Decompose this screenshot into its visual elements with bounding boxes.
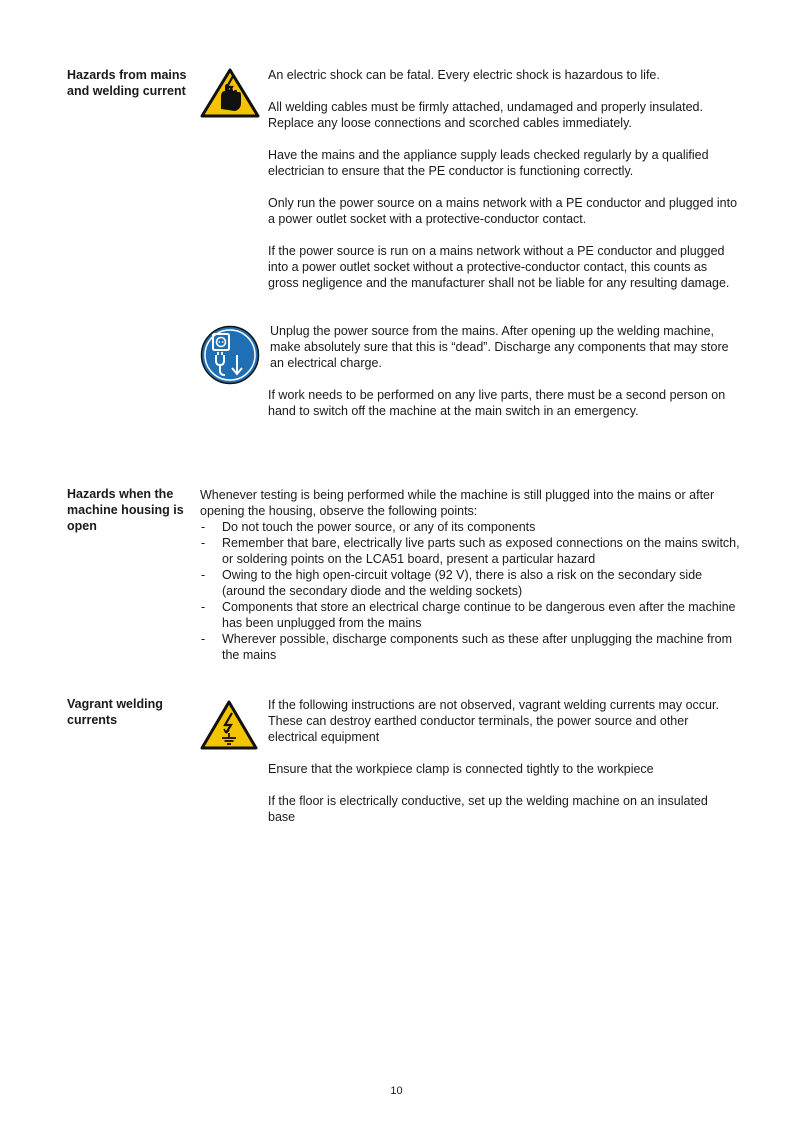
housing-intro: Whenever testing is being performed while the machine is still plugged into the mains or after opening the housing, observe the following points: [200,488,715,518]
vagrant-currents-heading: Vagrant welding currents [67,697,163,727]
mains-paragraph-7: If work needs to be performed on any live parts, there must be a second person on hand to switch off the machine at the main switch in an emergency. [268,388,726,418]
list-item: - Owing to the high open-circuit voltage (92 V), there is also a risk on the secondary side (around the secondary diode and the welding sockets) [200,567,740,599]
list-item: - Remember that bare, electrically live parts such as exposed connections on the mains switch, or soldering points on the LCA51 board, present a particular hazard [200,535,740,567]
mains-paragraph-4: Only run the power source on a mains network with a PE conductor and plugged into a power outlet socket with a protective-conductor contact. [268,196,738,226]
mains-paragraph-1: An electric shock can be fatal. Every electric shock is hazardous to life. [268,68,660,82]
list-item: - Wherever possible, discharge components such as these after unplugging the machine from the mains [200,631,740,663]
vagrant-paragraph-2: Ensure that the workpiece clamp is connected tightly to the workpiece [268,762,654,776]
page-number: 10 [390,1085,403,1097]
unplug-mains-mandatory-icon [199,325,261,385]
mains-paragraph-6: Unplug the power source from the mains. After opening up the welding machine, make absolutely sure that this is “dead”. Discharge any components that may store an electrical charge. [270,324,729,370]
earth-hazard-warning-icon [199,699,259,751]
electric-shock-warning-icon [199,67,261,119]
housing-hazard-heading: Hazards when the machine housing is open [67,487,184,533]
vagrant-paragraph-3: If the floor is electrically conductive, set up the welding machine on an insulated base [268,794,708,824]
mains-hazard-heading: Hazards from mains and welding current [67,68,187,98]
list-item: - Components that store an electrical charge continue to be dangerous even after the machine has been unplugged from the mains [200,599,740,631]
mains-paragraph-2: All welding cables must be firmly attached, undamaged and properly insulated. Replace any loose connections and scorched cables immediately. [268,100,703,130]
list-item: - Do not touch the power source, or any of its components [200,519,740,535]
vagrant-paragraph-1: If the following instructions are not observed, vagrant welding currents may occur. These can destroy earthed conductor terminals, the power source and other electrical equipment [268,698,719,744]
mains-paragraph-5: If the power source is run on a mains network without a PE conductor and plugged into a power outlet socket without a protective-conductor contact, this counts as gross negligence and the manufacturer shall not be liable for any resulting damage. [268,244,730,290]
housing-bullet-list [200,519,740,663]
mains-paragraph-3: Have the mains and the appliance supply leads checked regularly by a qualified electrician to ensure that the PE conductor is functioning correctly. [268,148,709,178]
